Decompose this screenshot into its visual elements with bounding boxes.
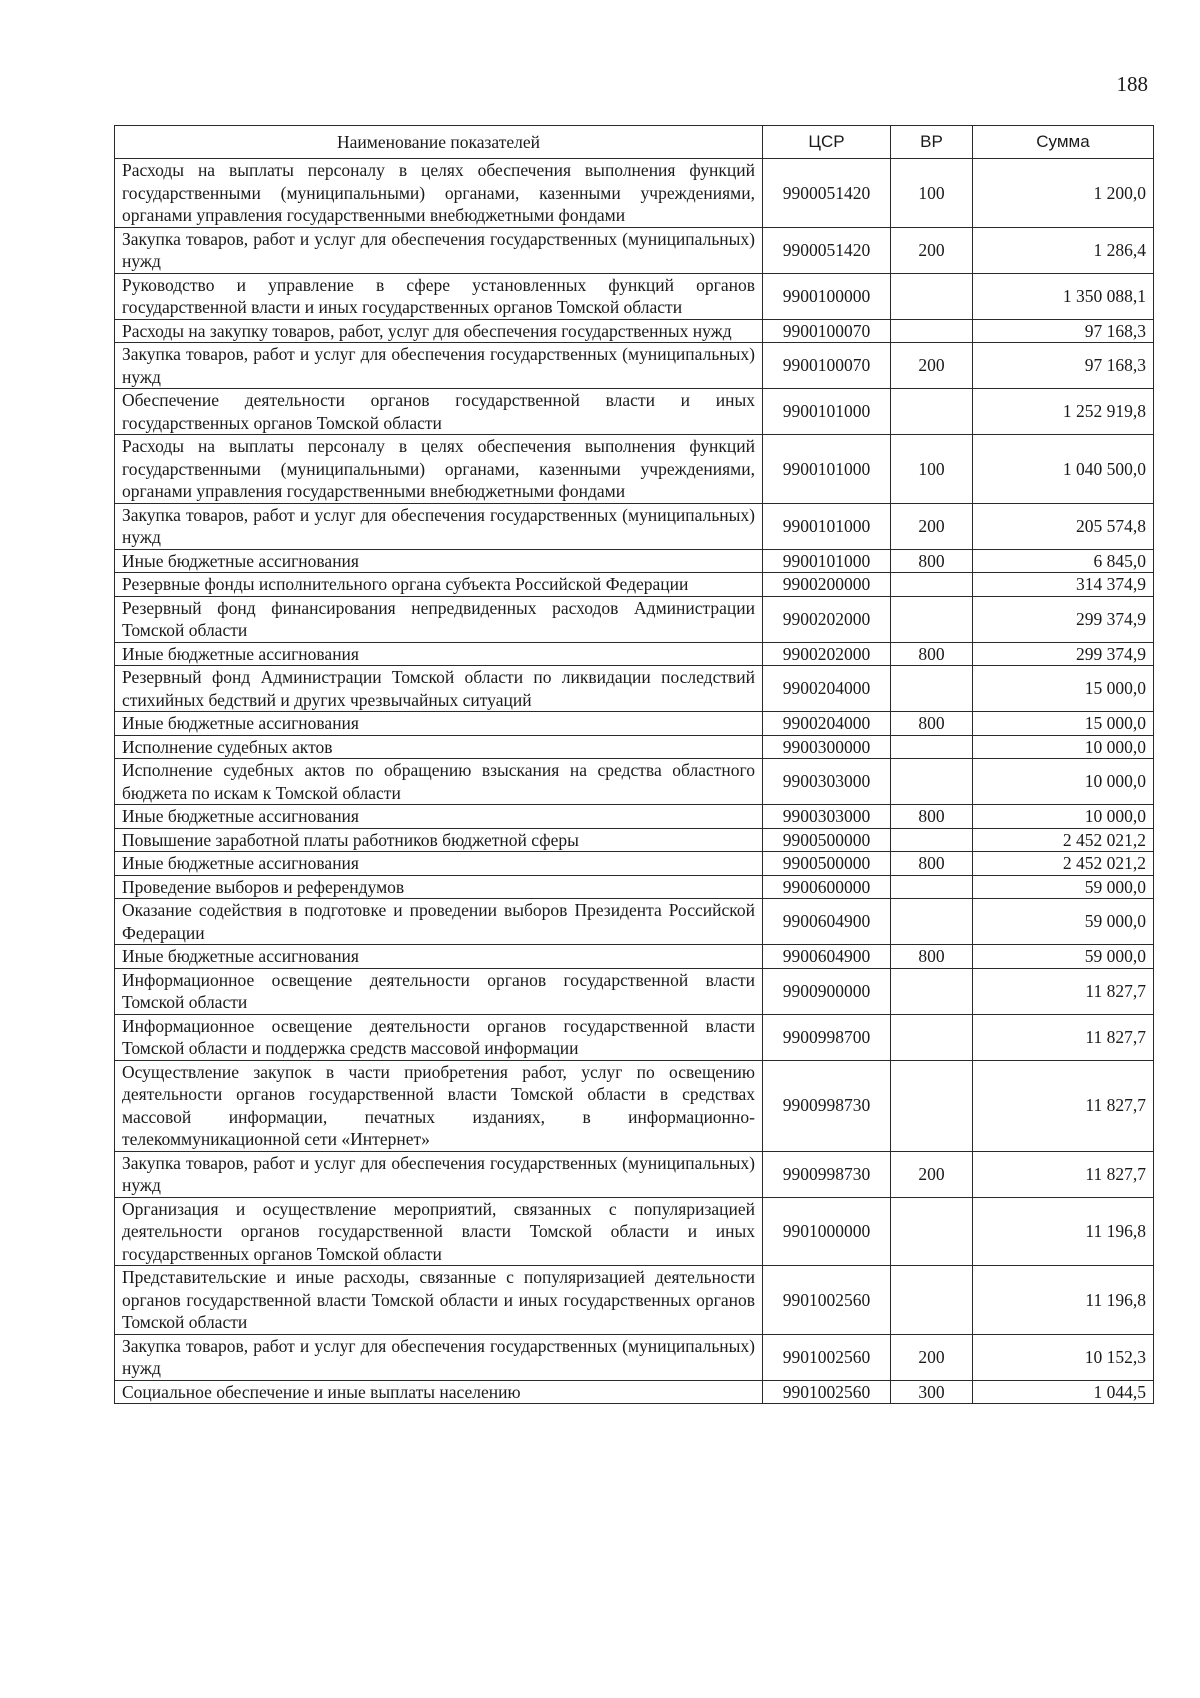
row-csr-cell: 9900204000 [763,712,891,736]
row-sum-cell: 299 374,9 [973,596,1154,642]
row-vr-cell: 800 [891,852,973,876]
row-csr-cell: 9900051420 [763,227,891,273]
row-csr-cell: 9900604900 [763,945,891,969]
row-name-cell: Закупка товаров, работ и услуг для обеспечения государственных (муниципальных) нужд [115,503,763,549]
row-sum-cell: 59 000,0 [973,899,1154,945]
row-csr-cell: 9900200000 [763,573,891,597]
table-row [115,945,1154,969]
row-vr-cell: 100 [891,159,973,228]
row-vr-cell: 200 [891,227,973,273]
row-sum-cell: 11 827,7 [973,1014,1154,1060]
row-csr-cell: 9900100070 [763,343,891,389]
row-name-cell: Резервные фонды исполнительного органа субъекта Российской Федерации [115,573,763,597]
row-name-cell: Исполнение судебных актов [115,735,763,759]
row-vr-cell: 200 [891,343,973,389]
row-csr-cell: 9900500000 [763,828,891,852]
row-sum-cell: 2 452 021,2 [973,852,1154,876]
row-csr-cell: 9900202000 [763,642,891,666]
table-row [115,1197,1154,1266]
table-body [115,159,1154,1404]
row-csr-cell: 9900100070 [763,319,891,343]
row-name-cell: Исполнение судебных актов по обращению взыскания на средства областного бюджета по искам к Томской области [115,759,763,805]
row-sum-cell: 10 152,3 [973,1334,1154,1380]
row-name-cell: Представительские и иные расходы, связанные с популяризацией деятельности органов государственной власти Томской области и иных государственных органов Томской области [115,1266,763,1335]
table-row [115,319,1154,343]
row-vr-cell [891,759,973,805]
row-vr-cell [891,735,973,759]
header-name: Наименование показателей [115,126,763,159]
table-row [115,389,1154,435]
row-vr-cell: 300 [891,1380,973,1404]
table-row [115,273,1154,319]
row-vr-cell [891,596,973,642]
table-row [115,435,1154,504]
row-sum-cell: 1 350 088,1 [973,273,1154,319]
row-vr-cell [891,1014,973,1060]
table-row [115,805,1154,829]
table-row [115,759,1154,805]
row-csr-cell: 9900998730 [763,1060,891,1151]
row-vr-cell: 800 [891,549,973,573]
table-row [115,968,1154,1014]
row-sum-cell: 59 000,0 [973,875,1154,899]
row-name-cell: Резервный фонд финансирования непредвиденных расходов Администрации Томской области [115,596,763,642]
row-sum-cell: 10 000,0 [973,805,1154,829]
row-sum-cell: 1 044,5 [973,1380,1154,1404]
row-csr-cell: 9900101000 [763,503,891,549]
row-name-cell: Закупка товаров, работ и услуг для обеспечения государственных (муниципальных) нужд [115,1151,763,1197]
page-number: 188 [1116,72,1148,96]
row-sum-cell: 10 000,0 [973,759,1154,805]
row-name-cell: Расходы на выплаты персоналу в целях обеспечения выполнения функций государственными (муниципальными) органами, казенными учреждениями, органами управления государственными внебюджетными фондами [115,435,763,504]
table-row [115,875,1154,899]
row-sum-cell: 1 040 500,0 [973,435,1154,504]
row-name-cell: Расходы на выплаты персоналу в целях обеспечения выполнения функций государственными (муниципальными) органами, казенными учреждениями, органами управления государственными внебюджетными фондами [115,159,763,228]
table-row [115,1380,1154,1404]
table-row [115,899,1154,945]
row-csr-cell: 9900300000 [763,735,891,759]
table-row [115,852,1154,876]
row-csr-cell: 9901002560 [763,1334,891,1380]
row-vr-cell [891,319,973,343]
row-vr-cell [891,389,973,435]
row-name-cell: Иные бюджетные ассигнования [115,805,763,829]
row-sum-cell: 6 845,0 [973,549,1154,573]
row-name-cell: Повышение заработной платы работников бюджетной сферы [115,828,763,852]
table-row [115,343,1154,389]
header-csr: ЦСР [763,126,891,159]
budget-table [114,125,1154,1404]
row-name-cell: Расходы на закупку товаров, работ, услуг для обеспечения государственных нужд [115,319,763,343]
row-sum-cell: 11 196,8 [973,1197,1154,1266]
table-row [115,596,1154,642]
row-name-cell: Иные бюджетные ассигнования [115,712,763,736]
row-vr-cell [891,899,973,945]
row-sum-cell: 10 000,0 [973,735,1154,759]
row-vr-cell [891,875,973,899]
row-vr-cell: 200 [891,1151,973,1197]
row-vr-cell: 200 [891,1334,973,1380]
row-csr-cell: 9901002560 [763,1380,891,1404]
row-name-cell: Закупка товаров, работ и услуг для обеспечения государственных (муниципальных) нужд [115,1334,763,1380]
table-row [115,1014,1154,1060]
row-sum-cell: 1 286,4 [973,227,1154,273]
row-csr-cell: 9900051420 [763,159,891,228]
row-name-cell: Проведение выборов и референдумов [115,875,763,899]
row-sum-cell: 1 200,0 [973,159,1154,228]
row-csr-cell: 9900998730 [763,1151,891,1197]
row-name-cell: Закупка товаров, работ и услуг для обеспечения государственных (муниципальных) нужд [115,227,763,273]
row-vr-cell: 800 [891,642,973,666]
row-sum-cell: 2 452 021,2 [973,828,1154,852]
row-name-cell: Социальное обеспечение и иные выплаты населению [115,1380,763,1404]
row-sum-cell: 205 574,8 [973,503,1154,549]
row-vr-cell [891,573,973,597]
row-csr-cell: 9900101000 [763,389,891,435]
row-csr-cell: 9900101000 [763,435,891,504]
row-csr-cell: 9900303000 [763,759,891,805]
row-sum-cell: 11 827,7 [973,1151,1154,1197]
row-name-cell: Закупка товаров, работ и услуг для обеспечения государственных (муниципальных) нужд [115,343,763,389]
row-vr-cell: 800 [891,805,973,829]
row-vr-cell [891,1060,973,1151]
row-sum-cell: 15 000,0 [973,666,1154,712]
row-sum-cell: 314 374,9 [973,573,1154,597]
table-row [115,828,1154,852]
row-sum-cell: 299 374,9 [973,642,1154,666]
row-vr-cell [891,968,973,1014]
row-name-cell: Резервный фонд Администрации Томской области по ликвидации последствий стихийных бедствий и других чрезвычайных ситуаций [115,666,763,712]
row-name-cell: Иные бюджетные ассигнования [115,642,763,666]
row-csr-cell: 9900303000 [763,805,891,829]
row-vr-cell [891,1266,973,1335]
table-row [115,503,1154,549]
row-csr-cell: 9901002560 [763,1266,891,1335]
row-csr-cell: 9900202000 [763,596,891,642]
row-sum-cell: 15 000,0 [973,712,1154,736]
row-sum-cell: 97 168,3 [973,319,1154,343]
row-name-cell: Оказание содействия в подготовке и проведении выборов Президента Российской Федерации [115,899,763,945]
row-csr-cell: 9900204000 [763,666,891,712]
row-vr-cell [891,273,973,319]
row-vr-cell [891,666,973,712]
row-name-cell: Организация и осуществление мероприятий, связанных с популяризацией деятельности органов государственной власти Томской области и иных государственных органов Томской области [115,1197,763,1266]
row-sum-cell: 11 827,7 [973,968,1154,1014]
table-row [115,159,1154,228]
row-sum-cell: 11 827,7 [973,1060,1154,1151]
table-row [115,549,1154,573]
table-row [115,735,1154,759]
row-csr-cell: 9900600000 [763,875,891,899]
row-name-cell: Осуществление закупок в части приобретения работ, услуг по освещению деятельности органов государственной власти Томской области в средствах массовой информации, печатных изданиях, в информационно-телекоммуникационной сети «Интернет» [115,1060,763,1151]
table-row [115,712,1154,736]
header-sum: Сумма [973,126,1154,159]
row-name-cell: Иные бюджетные ассигнования [115,945,763,969]
table-row [115,227,1154,273]
table-row [115,1266,1154,1335]
table-row [115,573,1154,597]
row-csr-cell: 9900998700 [763,1014,891,1060]
table-row [115,1151,1154,1197]
row-csr-cell: 9900101000 [763,549,891,573]
table-row [115,1060,1154,1151]
row-csr-cell: 9900604900 [763,899,891,945]
row-csr-cell: 9900500000 [763,852,891,876]
row-vr-cell: 200 [891,503,973,549]
row-sum-cell: 59 000,0 [973,945,1154,969]
row-csr-cell: 9900900000 [763,968,891,1014]
row-name-cell: Информационное освещение деятельности органов государственной власти Томской области и поддержка средств массовой информации [115,1014,763,1060]
row-csr-cell: 9900100000 [763,273,891,319]
row-name-cell: Иные бюджетные ассигнования [115,852,763,876]
table-header-row [115,126,1154,159]
row-sum-cell: 1 252 919,8 [973,389,1154,435]
row-vr-cell [891,828,973,852]
table-row [115,666,1154,712]
row-name-cell: Обеспечение деятельности органов государственной власти и иных государственных органов Томской области [115,389,763,435]
row-sum-cell: 97 168,3 [973,343,1154,389]
row-vr-cell [891,1197,973,1266]
row-csr-cell: 9901000000 [763,1197,891,1266]
table-row [115,1334,1154,1380]
header-vr: ВР [891,126,973,159]
row-name-cell: Информационное освещение деятельности органов государственной власти Томской области [115,968,763,1014]
row-name-cell: Иные бюджетные ассигнования [115,549,763,573]
row-vr-cell: 100 [891,435,973,504]
row-vr-cell: 800 [891,945,973,969]
row-vr-cell: 800 [891,712,973,736]
row-name-cell: Руководство и управление в сфере установленных функций органов государственной власти и иных государственных органов Томской области [115,273,763,319]
row-sum-cell: 11 196,8 [973,1266,1154,1335]
table-row [115,642,1154,666]
